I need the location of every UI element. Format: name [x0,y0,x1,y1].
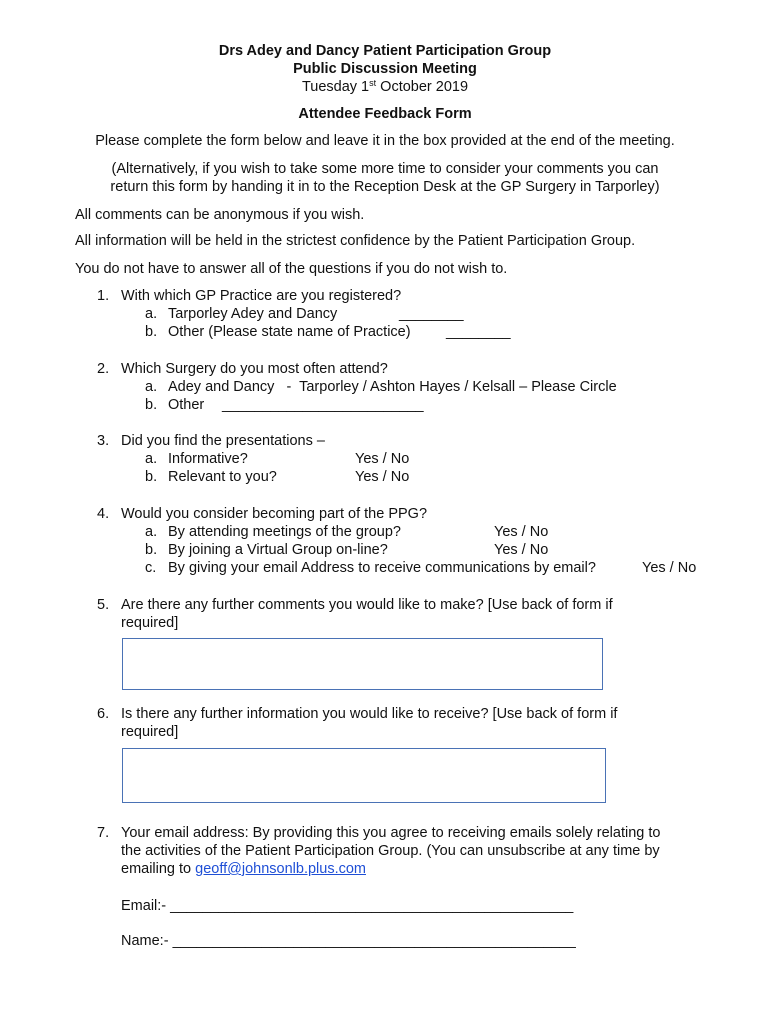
name-label: Name:- [121,933,173,949]
question-7-text-line3: emailing to geoff@johnsonlb.plus.com [121,861,366,877]
q2-option-b-blank[interactable]: _________________________ [222,397,424,413]
q2-option-a-label: a. [145,379,158,395]
email-label: Email:- [121,898,171,914]
question-1-text: With which GP Practice are you registered? [121,288,402,304]
optional-note: You do not have to answer all of the questions if you do not wish to. [75,261,508,277]
question-2-number: 2. [97,361,110,377]
q3-option-b-text: Relevant to you? [168,469,277,485]
q3-option-a-answer[interactable]: Yes / No [355,451,410,467]
question-6-number: 6. [97,706,110,722]
group-title: Drs Adey and Dancy Patient Participation Group [218,43,552,59]
anonymous-note: All comments can be anonymous if you wish. [75,207,365,223]
q3-option-a-text: Informative? [168,451,248,467]
q3-option-a-label: a. [145,451,158,467]
information-request-textbox[interactable] [122,748,606,803]
q2-option-a-text: Adey and Dancy - Tarporley / Ashton Hayes / Kelsall – Please Circle [168,379,617,395]
q2-option-b-label: b. [145,397,158,413]
q1-option-a-label: a. [145,306,158,322]
instruction-text: Please complete the form below and leave it in the box provided at the end of the meeting. [95,133,675,149]
unsubscribe-email-link[interactable]: geoff@johnsonlb.plus.com [195,861,366,877]
q3-option-b-label: b. [145,469,158,485]
question-5-text-line1: Are there any further comments you would like to make? [Use back of form if [121,597,613,613]
q1-option-a-text: Tarporley Adey and Dancy [168,306,338,322]
comments-textbox[interactable] [122,638,603,690]
question-7-number: 7. [97,825,110,841]
q1-option-b-label: b. [145,324,158,340]
q4-option-a-label: a. [145,524,158,540]
q1-option-b-text: Other (Please state name of Practice) [168,324,411,340]
question-7-text-line2: the activities of the Patient Participation Group. (You can unsubscribe at any time by [121,843,660,859]
q4-option-a-text: By attending meetings of the group? [168,524,401,540]
q4-option-c-answer[interactable]: Yes / No [642,560,697,576]
question-7-text-line1: Your email address: By providing this you agree to receiving emails solely relating to [121,825,661,841]
q3-option-b-answer[interactable]: Yes / No [355,469,410,485]
form-title: Attendee Feedback Form [298,106,472,122]
question-5-text-line2: required] [121,615,179,631]
question-6-text-line1: Is there any further information you would like to receive? [Use back of form if [121,706,618,722]
question-4-number: 4. [97,506,110,522]
meeting-title: Public Discussion Meeting [293,61,477,77]
alternative-text-line1: (Alternatively, if you wish to take some more time to consider your comments you can [111,161,659,177]
alternative-text-line2: return this form by handing it in to the Reception Desk at the GP Surgery in Tarporley) [110,179,660,195]
email-blank[interactable]: __________________________________________________ [170,898,574,914]
name-field[interactable] [121,933,576,949]
q4-option-c-label: c. [145,560,157,576]
q4-option-b-label: b. [145,542,158,558]
q2-option-b-text: Other [168,397,205,413]
question-1-number: 1. [97,288,110,304]
q4-option-b-answer[interactable]: Yes / No [494,542,549,558]
question-5-number: 5. [97,597,110,613]
q1-option-a-blank[interactable]: ________ [399,306,464,322]
question-4-text: Would you consider becoming part of the PPG? [121,506,428,522]
meeting-date: Tuesday 1st October 2019 [301,78,469,95]
question-6-text-line2: required] [121,724,179,740]
question-3-number: 3. [97,433,110,449]
email-field[interactable] [121,898,573,914]
q4-option-b-text: By joining a Virtual Group on-line? [168,542,388,558]
confidentiality-note: All information will be held in the strictest confidence by the Patient Participation Group. [75,233,636,249]
question-2-text: Which Surgery do you most often attend? [121,361,388,377]
q1-option-b-blank[interactable]: ________ [446,324,511,340]
name-blank[interactable]: __________________________________________________ [172,933,576,949]
q4-option-a-answer[interactable]: Yes / No [494,524,549,540]
q4-option-c-text: By giving your email Address to receive communications by email? [168,560,596,576]
question-3-text: Did you find the presentations – [121,433,325,449]
